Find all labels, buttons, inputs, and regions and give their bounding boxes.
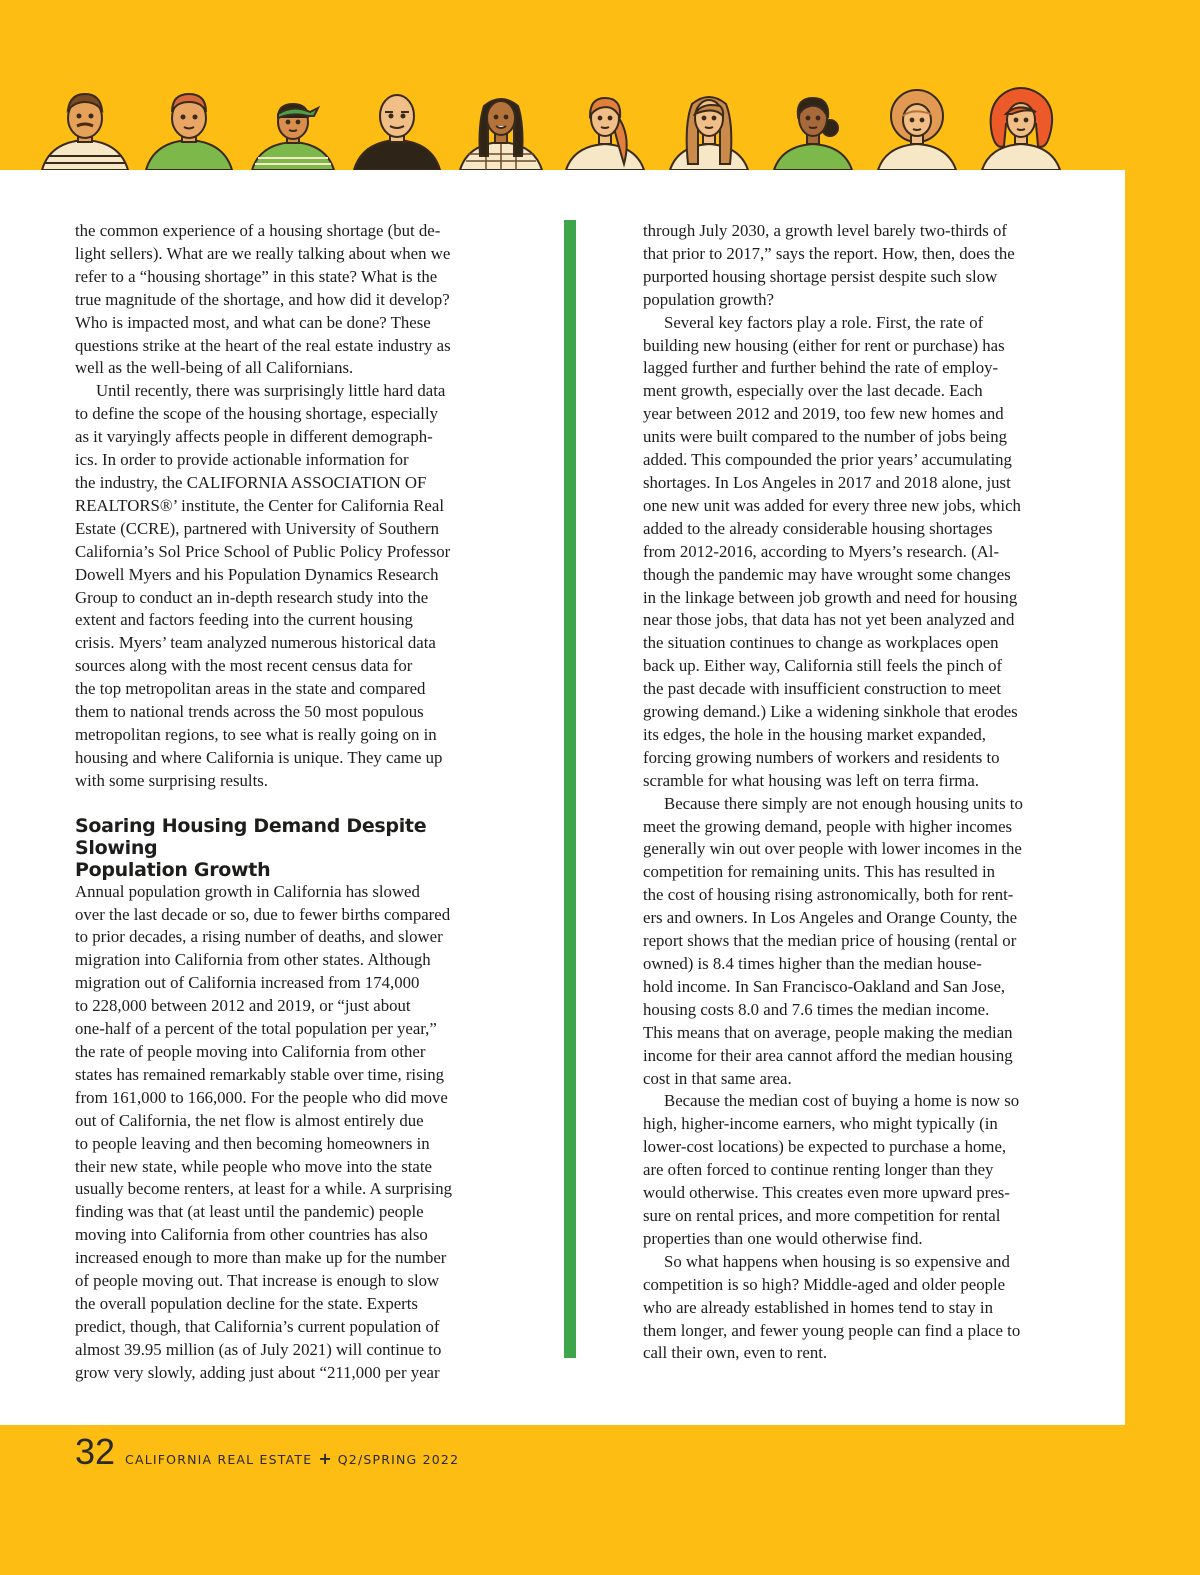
paragraph: Because there simply are not enough housing units to meet the growing demand, people with higher incomes generally win out over people with lower incomes in the competition for remaining units. This has resulted in the cost of housing rising astronomically, both for rent- ers and owners. In Los Angeles and Orange County, the report shows that the median price of housing (rental or owned) is 8.4 times higher than the median house- hold income. In San Francisco-Oakland and San Jose, housing costs 8.0 and 7.6 times the median income. This means that on average, people making the median income for their area cannot afford the median housing cost in that same area. bbox=[643, 793, 1023, 1088]
paragraph: through July 2030, a growth level barely two-thirds of that prior to 2017,” says the report. How, then, does the purported housing shortage persist despite such slow population growth? bbox=[643, 221, 1015, 309]
ponytail-woman-icon bbox=[566, 98, 644, 170]
braids-woman-icon bbox=[460, 99, 542, 170]
red-hair-woman-icon bbox=[982, 88, 1060, 170]
page-number: 32 bbox=[75, 1431, 116, 1472]
page-footer bbox=[75, 1432, 459, 1472]
paragraph: Several key factors play a role. First, the rate of building new housing (either for rent or purchase) has lagged further and further behind the rate of employ- ment growth, especially over the last decade. Each year between 2012 and 2019, too few new homes and units were built compared to the number of jobs being added. This compounded the prior years’ accumulating shortages. In Los Angeles in 2017 and 2018 alone, just one new unit was added for every three new jobs, which added to the already considerable housing shortages from 2012-2016, according to Myers’s research. (Al- though the pandemic may have wrought some changes in the linkage between job growth and need for housing near those jobs, that data has not yet been analyzed and the situation continues to change as workplaces open back up. Either way, California still feels the pinch of the past decade with insufficient construction to meet growing demand.) Like a widening sinkhole that erodes its edges, the hole in the housing market expanded, forcing growing numbers of workers and residents to scramble for what housing was left on terra firma. bbox=[643, 312, 1021, 790]
paragraph: the common experience of a housing shortage (but de- light sellers). What are we really talking about when we refer to a “housing shortage” in this state? What is the true magnitude of the shortage, and how did it develop? Who is impacted most, and what can be done? These questions strike at the heart of the real estate industry as well as the well-being of all Californians. bbox=[75, 221, 451, 378]
bun-woman-icon bbox=[774, 98, 852, 170]
people-row-illustration bbox=[40, 84, 1090, 170]
long-hair-woman-icon bbox=[670, 97, 748, 170]
column-divider bbox=[564, 220, 576, 1358]
paragraph: Annual population growth in California has slowed over the last decade or so, due to fewer births compared to prior decades, a rising number of deaths, and slower migration into California from other states. Although migration out of California increased from 174,000 to 228,000 between 2012 and 2019, or “just about one-half of a percent of the total population per year,” the rate of people moving into California from other states has remained remarkably stable over time, rising from 161,000 to 166,000. For the people who did move out of California, the net flow is almost entirely due to people leaving and then becoming homeowners in their new state, while people who move into the state usually become renters, at least for a while. A surprising finding was that (at least until the pandemic) people moving into California from other countries has also increased enough to more than make up for the number of people moving out. That increase is enough to slow the overall population decline for the state. Experts predict, though, that California’s current population of almost 39.95 million (as of July 2021) will continue to grow very slowly, adding just about “211,000 per year bbox=[75, 881, 453, 1382]
section-heading: Soaring Housing Demand Despite Slowing Population Growth bbox=[75, 814, 427, 881]
publication-name: CALIFORNIA REAL ESTATE bbox=[125, 1452, 313, 1467]
paragraph: Because the median cost of buying a home is now so high, higher-income earners, who might typically (in lower-cost locations) be expected to purchase a home, are often forced to continue renting longer than they would otherwise. This creates even more upward pres- sure on rental prices, and more competition for rental properties than one would otherwise find. bbox=[643, 1091, 1020, 1248]
paragraph: Until recently, there was surprisingly little hard data to define the scope of the housing shortage, especially as it varyingly affects people in different demograph- ics. In order to provide actionable information for the industry, the CALIFORNIA ASSOCIATION OF REALTORS®’ institute, the Center for California Real Estate (CCRE), partnered with University of Southern California’s Sol Price School of Public Policy Professor Dowell Myers and his Population Dynamics Research Group to conduct an in-depth research study into the extent and factors feeding into the current housing crisis. Myers’ team analyzed numerous historical data sources along with the most recent census data for the top metropolitan areas in the state and compared them to national trends across the 50 most populous metropolitan regions, to see what is really going on in housing and where California is unique. They came up with some surprising results. bbox=[75, 381, 451, 790]
mustache-man-icon bbox=[42, 94, 128, 170]
article-right-column bbox=[643, 220, 1065, 1365]
header-band bbox=[0, 0, 1200, 170]
issue-label: Q2/SPRING 2022 bbox=[337, 1452, 460, 1467]
headband-woman-icon bbox=[252, 104, 334, 170]
article-left-column bbox=[75, 220, 497, 1385]
curly-hair-woman-icon bbox=[878, 90, 956, 170]
bald-man-icon bbox=[354, 95, 440, 170]
short-hair-man-icon bbox=[146, 94, 232, 170]
plus-separator-icon: + bbox=[318, 1449, 332, 1468]
paragraph: So what happens when housing is so expensive and competition is so high? Middle-aged and older people who are already established in homes tend to stay in them longer, and fewer young people can find a place to call their own, even to rent. bbox=[643, 1251, 1021, 1363]
